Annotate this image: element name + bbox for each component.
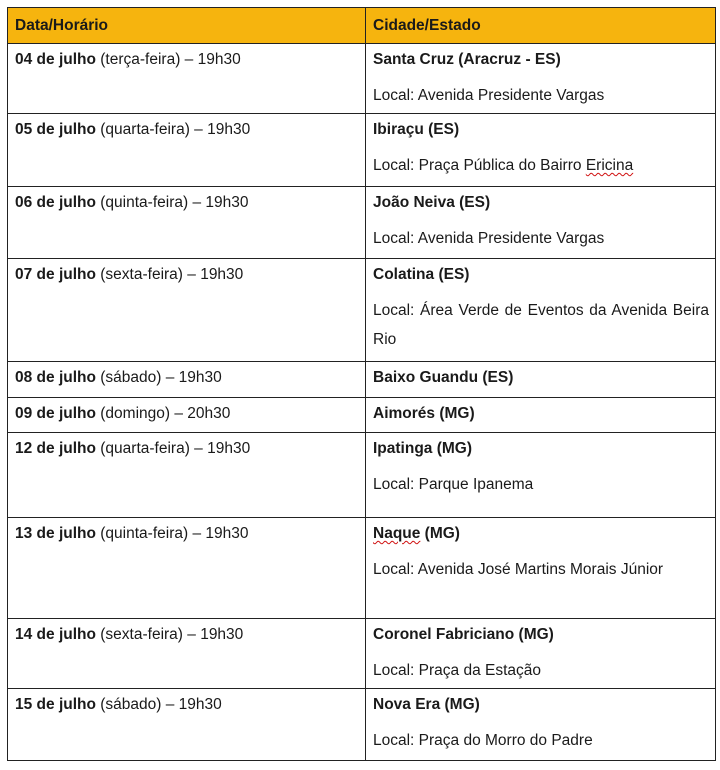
date-day: 09 de julho bbox=[15, 405, 96, 422]
city-name: Nova Era (MG) bbox=[373, 696, 480, 713]
date-detail: (sábado) – 19h30 bbox=[95, 369, 222, 386]
city-name: Ibiraçu (ES) bbox=[373, 121, 460, 138]
date-detail: (quinta-feira) – 19h30 bbox=[95, 525, 249, 542]
date-cell bbox=[8, 114, 366, 187]
date-day: 05 de julho bbox=[15, 121, 96, 138]
date-cell bbox=[8, 44, 366, 114]
city-venue: Local: Avenida Presidente Vargas bbox=[373, 87, 605, 104]
city-name: Aimorés (MG) bbox=[373, 405, 475, 422]
city-cell bbox=[366, 619, 716, 689]
date-detail: (quarta-feira) – 19h30 bbox=[95, 440, 251, 457]
city-venue bbox=[373, 151, 709, 180]
header-row bbox=[8, 8, 716, 44]
date-cell bbox=[8, 362, 366, 398]
city-cell bbox=[366, 362, 716, 398]
date-day: 07 de julho bbox=[15, 266, 96, 283]
date-detail: (sexta-feira) – 19h30 bbox=[95, 626, 244, 643]
date-cell bbox=[8, 259, 366, 362]
spellcheck-flagged-word: Naque bbox=[373, 525, 421, 542]
table-row bbox=[8, 518, 716, 619]
city-venue: Local: Praça da Estação bbox=[373, 662, 542, 679]
date-cell bbox=[8, 619, 366, 689]
city-name: Colatina (ES) bbox=[373, 266, 470, 283]
date-cell bbox=[8, 398, 366, 433]
table-row bbox=[8, 44, 716, 114]
table-row bbox=[8, 259, 716, 362]
date-cell bbox=[8, 518, 366, 619]
date-day: 13 de julho bbox=[15, 525, 96, 542]
header-date: Data/Horário bbox=[8, 8, 366, 44]
city-cell bbox=[366, 259, 716, 362]
schedule-table bbox=[7, 7, 716, 761]
city-name: João Neiva (ES) bbox=[373, 194, 491, 211]
date-cell bbox=[8, 433, 366, 518]
header-city: Cidade/Estado bbox=[366, 8, 716, 44]
date-day: 06 de julho bbox=[15, 194, 96, 211]
venue-text: Local: Praça Pública do Bairro bbox=[373, 157, 586, 174]
table-row bbox=[8, 362, 716, 398]
date-day: 04 de julho bbox=[15, 51, 96, 68]
city-state: (MG) bbox=[420, 525, 460, 542]
city-cell bbox=[366, 518, 716, 619]
date-day: 08 de julho bbox=[15, 369, 96, 386]
city-venue: Local: Avenida Presidente Vargas bbox=[373, 230, 605, 247]
city-venue: Local: Área Verde de Eventos da Avenida Beira Rio bbox=[373, 302, 709, 348]
date-detail: (sábado) – 19h30 bbox=[95, 696, 222, 713]
city-name: Ipatinga (MG) bbox=[373, 440, 473, 457]
city-name bbox=[373, 524, 709, 544]
date-detail: (sexta-feira) – 19h30 bbox=[95, 266, 244, 283]
date-detail: (quinta-feira) – 19h30 bbox=[95, 194, 249, 211]
city-name: Coronel Fabriciano (MG) bbox=[373, 626, 554, 643]
city-cell bbox=[366, 187, 716, 259]
city-venue: Local: Avenida José Martins Morais Júnior bbox=[373, 561, 664, 578]
city-cell bbox=[366, 689, 716, 761]
date-detail: (terça-feira) – 19h30 bbox=[95, 51, 241, 68]
city-name: Baixo Guandu (ES) bbox=[373, 369, 514, 386]
city-cell bbox=[366, 433, 716, 518]
date-cell bbox=[8, 187, 366, 259]
table-row bbox=[8, 433, 716, 518]
table-row bbox=[8, 619, 716, 689]
date-day: 14 de julho bbox=[15, 626, 96, 643]
table-row bbox=[8, 689, 716, 761]
city-cell bbox=[366, 44, 716, 114]
date-cell bbox=[8, 689, 366, 761]
date-detail: (quarta-feira) – 19h30 bbox=[95, 121, 251, 138]
date-day: 15 de julho bbox=[15, 696, 96, 713]
date-detail: (domingo) – 20h30 bbox=[95, 405, 231, 422]
city-venue: Local: Praça do Morro do Padre bbox=[373, 732, 593, 749]
table-row bbox=[8, 398, 716, 433]
table-row bbox=[8, 114, 716, 187]
city-name: Santa Cruz (Aracruz - ES) bbox=[373, 51, 561, 68]
date-day: 12 de julho bbox=[15, 440, 96, 457]
city-cell bbox=[366, 398, 716, 433]
city-cell bbox=[366, 114, 716, 187]
city-venue: Local: Parque Ipanema bbox=[373, 476, 534, 493]
spellcheck-flagged-word: Ericina bbox=[585, 157, 634, 174]
table-row bbox=[8, 187, 716, 259]
